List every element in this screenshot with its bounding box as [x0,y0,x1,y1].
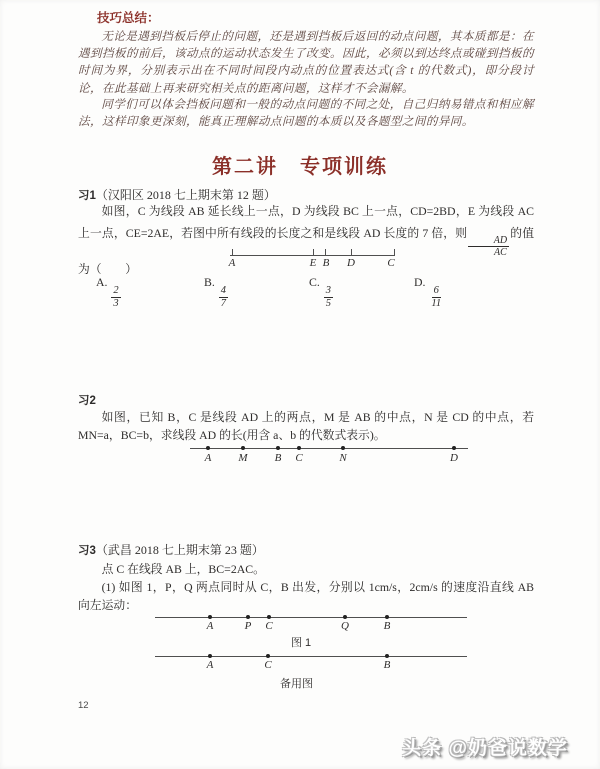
point-label-a: A [206,659,214,671]
segment-line [155,656,467,657]
exercise1-source: （汉阳区 2018 七上期末第 12 题） [95,188,276,202]
figure1-caption: 图 1 [291,637,312,649]
point-label-c: C [295,452,303,464]
point-dot [266,654,270,658]
point-label-m: M [238,452,248,464]
option-d-denominator: 11 [431,298,442,310]
option-a-fraction [111,285,120,310]
exercise3-part1: (1) 如图 1，P，Q 两点同时从 C，B 出发，分别以 1cm/s，2cm/s 的速度沿直线 AB 向左运动： [78,580,534,612]
chapter-title: 第二讲 专项训练 [212,156,388,178]
exercise2-heading [78,392,534,408]
point-label-c: C [265,620,273,632]
exercise3-heading [78,541,534,558]
point-dot [343,615,347,619]
point-dot [246,615,250,619]
option-a-label: A. [96,275,108,289]
point-label-b: B [383,659,391,671]
point-dot [341,446,345,450]
exercise1-options [78,275,534,310]
option-a-denominator: 3 [113,298,119,310]
tick-mark [351,249,352,256]
option-d-label: D. [414,275,426,289]
fraction-ad-ac [468,235,509,259]
point-label-a: A [204,452,212,464]
summary-heading: 技巧总结： [97,11,160,25]
option-b-label: B. [204,275,215,289]
exercise3-figure1 [155,610,467,648]
summary-paragraph-2: 同学们可以体会挡板问题和一般的动点问题的不同之处，自己归纳易错点和相应解法，这样印象更深刻，能真正理解动点问题的本质以及各题型之间的异同。 [78,98,534,129]
point-label-b: B [274,452,282,464]
exercise2-body: 如图，已知 B，C 是线段 AD 上的两点，M 是 AB 的中点，N 是 CD 的中点，若 MN=a，BC=b，求线段 AD 的长(用含 a、b 的代数式表示)。 [78,410,534,442]
option-b-fraction [219,285,228,310]
fraction-denominator: AC [494,247,507,258]
tick-mark [325,249,326,256]
option-c-fraction [324,285,333,310]
tick-mark [313,249,314,256]
summary-paragraph-1: 无论是遇到挡板后停止的问题，还是遇到挡板后返回的动点问题，其本质都是：在遇到挡板的前后，该动点的运动状态发生了改变。因此，必须以到达终点或碰到挡板的时间为界，分别表示出在不同时间段内动点的位置表达式(含 t 的代数式)，即分段讨论，在此基础上再来研究相关点的距离问题，这样才不会漏解。 [78,30,534,95]
option-a-numerator: 2 [111,285,120,298]
point-dot [208,654,212,658]
spare-figure-caption: 备用图 [280,678,313,690]
point-label-e: E [309,257,317,269]
point-label-a: A [228,257,236,269]
option-b-numerator: 4 [219,285,228,298]
option-d-fraction [429,285,443,310]
exercise3-label: 习3 [78,545,96,557]
exercise1-text-before: 如图，C 为线段 AB 延长线上一点，D 为线段 BC 上一点，CD=2BD，E 为线段 AC 上一点，CE=2AE，若图中所有线段的长度之和是线段 AD 长度的 7 倍，则 [78,204,534,240]
page-number: 12 [78,700,89,711]
option-c-numerator: 3 [324,285,333,298]
point-label-d: D [347,257,355,269]
point-label-d: D [450,452,458,464]
fraction-numerator: AD [468,235,509,248]
point-dot [385,615,389,619]
point-dot [206,446,210,450]
tick-mark [394,249,395,256]
exercise3-spare-figure [155,650,467,692]
point-label-p: P [244,620,252,632]
exercise2-diagram [188,441,470,469]
point-dot [241,446,245,450]
point-label-c: C [387,257,395,269]
option-c [309,275,334,310]
option-c-denominator: 5 [325,298,332,310]
option-b-denominator: 7 [220,298,227,310]
point-dot [452,446,456,450]
exercise2-label: 习2 [78,395,96,407]
option-b [204,275,229,310]
watermark: 头条 @奶爸说数学 [402,738,568,759]
exercise3-source: （武昌 2018 七上期末第 23 题） [95,543,264,557]
point-dot [276,446,280,450]
tick-mark [232,249,233,256]
point-dot [385,654,389,658]
exercise1-label: 习1 [78,190,96,202]
point-label-b: B [322,257,330,269]
option-a [96,275,122,310]
point-label-b: B [383,620,391,632]
point-label-c: C [264,659,272,671]
point-label-n: N [339,452,347,464]
option-c-label: C. [309,275,320,289]
point-dot [267,615,271,619]
segment-line [190,448,468,449]
option-d [414,275,444,310]
point-label-a: A [206,620,214,632]
option-d-numerator: 6 [432,285,441,298]
exercise3-given: 点 C 在线段 AB 上，BC=2AC。 [101,562,265,576]
point-dot [297,446,301,450]
exercise1-text-after: 的值为（ ） [78,225,534,276]
exercise1-diagram [225,246,400,272]
point-label-q: Q [341,620,349,632]
point-dot [208,615,212,619]
segment-line [155,617,467,618]
